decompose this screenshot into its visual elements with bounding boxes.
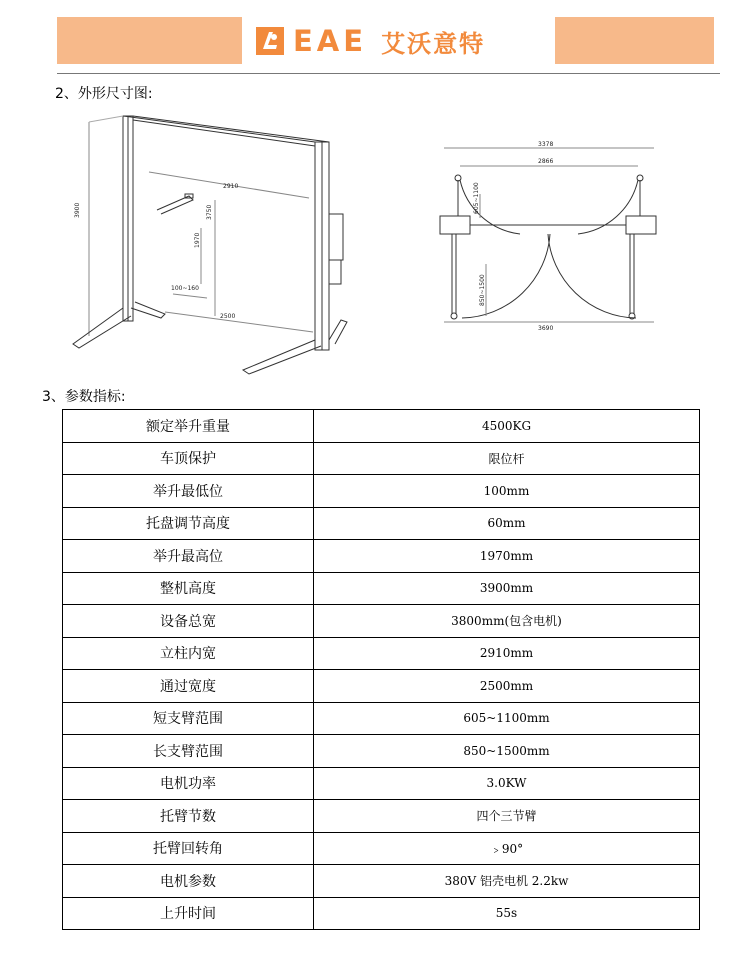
param-value: 850~1500mm <box>314 735 700 768</box>
param-value: 100mm <box>314 475 700 508</box>
arm-swing-arc-left <box>460 180 520 234</box>
param-label: 托臂节数 <box>63 800 314 833</box>
table-row <box>63 572 700 605</box>
param-value: ﹥90° <box>314 832 700 865</box>
dim-short-arm-label: 605~1100 <box>473 182 480 214</box>
brand-mark-icon <box>255 26 285 56</box>
table-row <box>63 832 700 865</box>
right-column-top <box>626 216 656 234</box>
param-value: 3800mm(包含电机) <box>314 605 700 638</box>
brand-name-en: EAE <box>293 24 368 58</box>
param-value: 3900mm <box>314 572 700 605</box>
left-column-top <box>440 216 470 234</box>
dim-pad-label: 100~160 <box>171 285 199 292</box>
section-2-title: 2、外形尺寸图: <box>55 86 153 102</box>
dim-height-label: 3900 <box>74 202 81 218</box>
param-label: 举升最低位 <box>63 475 314 508</box>
param-label: 整机高度 <box>63 572 314 605</box>
table-row <box>63 540 700 573</box>
table-row <box>63 800 700 833</box>
param-value: 2910mm <box>314 637 700 670</box>
param-label: 通过宽度 <box>63 670 314 703</box>
param-value: 605~1100mm <box>314 702 700 735</box>
dim-total-label: 3378 <box>538 141 554 148</box>
table-row <box>63 865 700 898</box>
dim-inner-width-label: 2910 <box>223 183 239 190</box>
param-label: 上升时间 <box>63 897 314 930</box>
param-label: 长支臂范围 <box>63 735 314 768</box>
dim-inner-label: 2866 <box>538 158 554 165</box>
param-value: 4500KG <box>314 410 700 443</box>
table-row <box>63 410 700 443</box>
section-3-title: 3、参数指标: <box>42 389 126 405</box>
header-bar-left <box>57 17 242 64</box>
param-label: 立柱内宽 <box>63 637 314 670</box>
table-row <box>63 897 700 930</box>
param-value: 1970mm <box>314 540 700 573</box>
param-value: 四个三节臂 <box>314 800 700 833</box>
dim-lift-height-label: 3750 <box>206 204 213 220</box>
param-value: 380V 铝壳电机 2.2kw <box>314 865 700 898</box>
table-row <box>63 670 700 703</box>
dim-drive-width-label: 2500 <box>220 313 236 320</box>
top-beam <box>123 116 329 142</box>
brand-logo <box>255 22 485 60</box>
param-value: 限位杆 <box>314 442 700 475</box>
table-row <box>63 605 700 638</box>
param-label: 短支臂范围 <box>63 702 314 735</box>
param-label: 额定举升重量 <box>63 410 314 443</box>
param-label: 举升最高位 <box>63 540 314 573</box>
table-row <box>63 442 700 475</box>
lift-top-view-drawing <box>430 138 690 338</box>
parameters-table <box>62 409 700 930</box>
table-row <box>63 735 700 768</box>
brand-name-cn: 艾沃意特 <box>381 29 486 58</box>
header-rule <box>57 73 720 74</box>
lift-isometric-drawing <box>65 108 380 378</box>
param-value: 60mm <box>314 507 700 540</box>
param-value: 2500mm <box>314 670 700 703</box>
param-label: 电机功率 <box>63 767 314 800</box>
dim-min-height-label: 1970 <box>194 232 201 248</box>
dim-long-arm-label: 850~1500 <box>479 274 486 306</box>
param-label: 设备总宽 <box>63 605 314 638</box>
param-label: 托盘调节高度 <box>63 507 314 540</box>
param-value: 55s <box>314 897 700 930</box>
table-row <box>63 507 700 540</box>
param-label: 车顶保护 <box>63 442 314 475</box>
header-bar-right <box>555 17 714 64</box>
param-label: 电机参数 <box>63 865 314 898</box>
arm-swing-arc-right <box>578 180 638 234</box>
table-row <box>63 702 700 735</box>
table-row <box>63 475 700 508</box>
param-label: 托臂回转角 <box>63 832 314 865</box>
table-row <box>63 637 700 670</box>
dim-base-label: 3690 <box>538 325 554 332</box>
table-row <box>63 767 700 800</box>
param-value: 3.0KW <box>314 767 700 800</box>
